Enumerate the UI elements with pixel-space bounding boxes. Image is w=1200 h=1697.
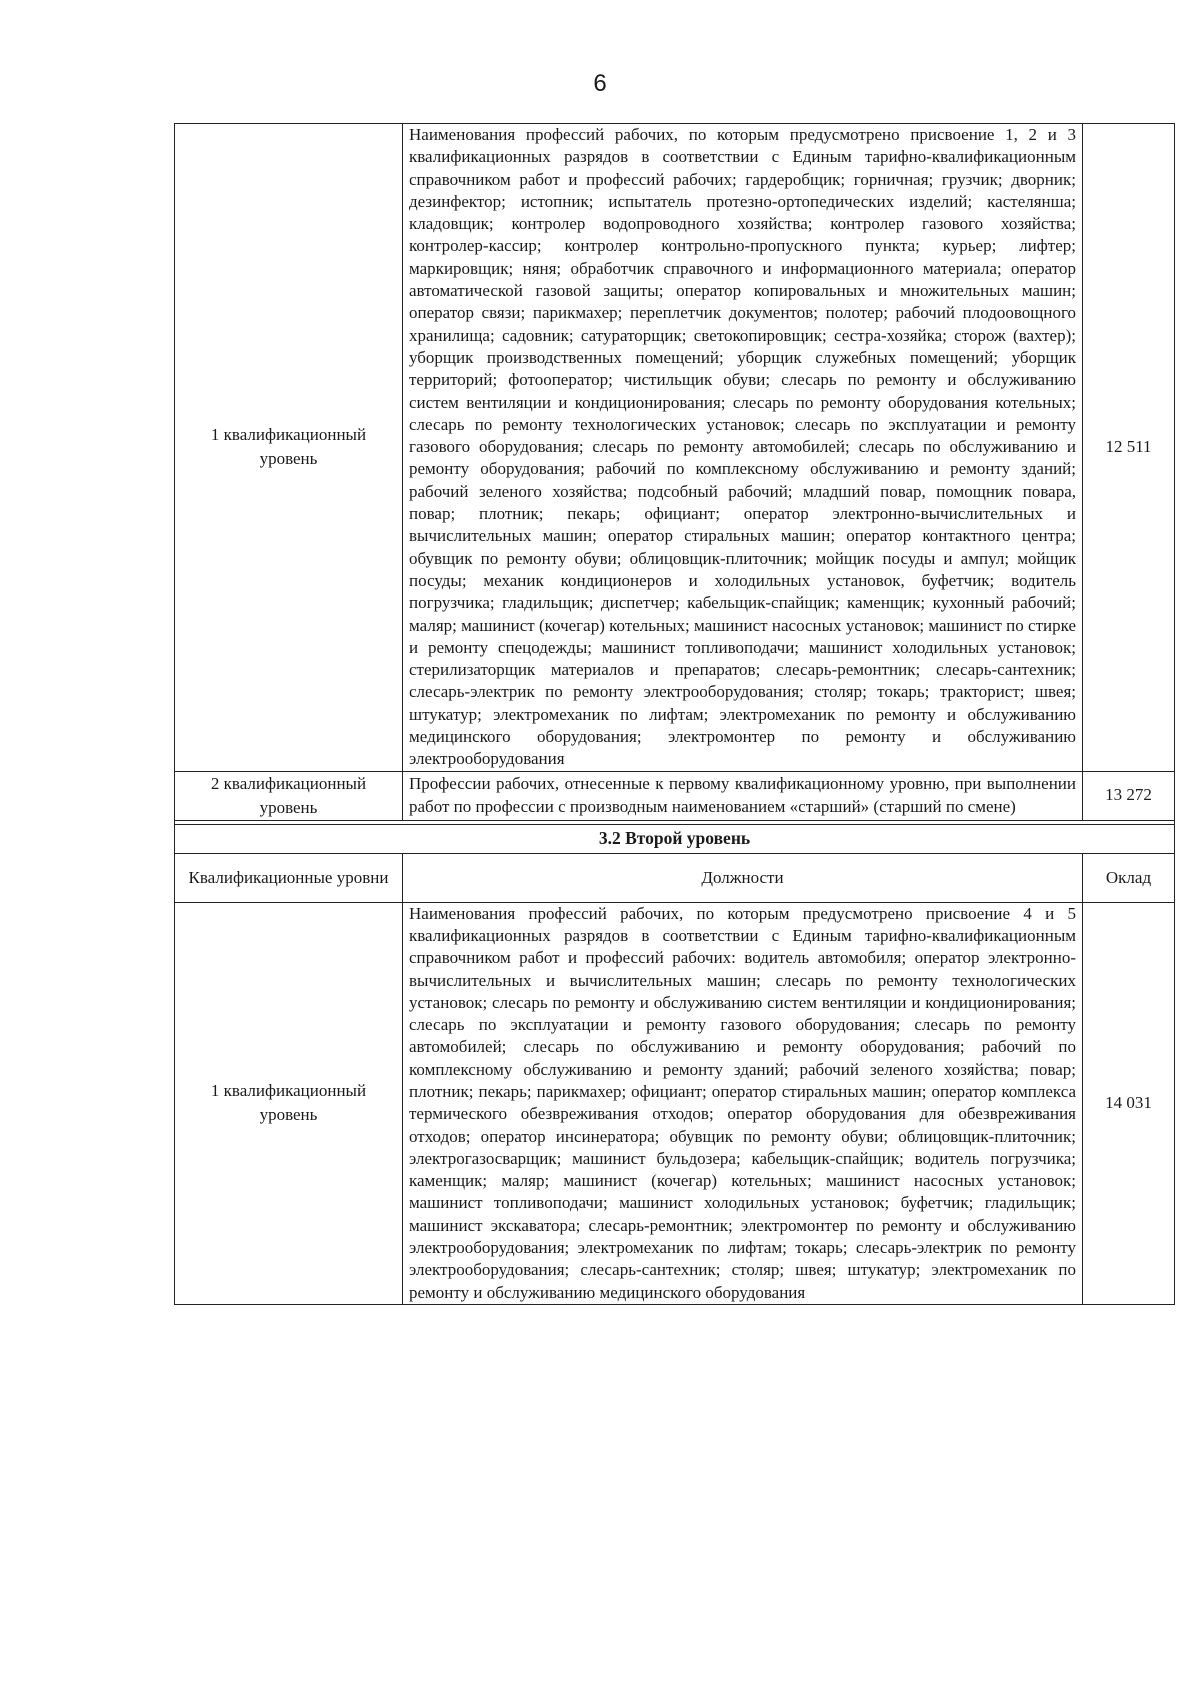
salary-cell: 12 511 [1083, 124, 1175, 772]
table-row [175, 902, 1175, 1304]
positions-cell: Наименования профессий рабочих, по которым предусмотрено присвоение 1, 2 и 3 квалификационных разрядов в соответствии с Единым тарифно-квалификационным справочником работ и профессий рабочих; гардеробщик; горничная; грузчик; дворник; дезинфектор; истопник; испытатель протезно-ортопедических изделий; кастелянша; кладовщик; контролер водопроводного хозяйства; контролер газового хозяйства; контролер-кассир; контролер контрольно-пропускного пункта; курьер; лифтер; маркировщик; няня; обработчик справочного и информационного материала; оператор автоматической газовой защиты; оператор копировальных и множительных машин; оператор связи; парикмахер; переплетчик документов; полотер; рабочий плодоовощного хранилища; садовник; сатураторщик; светокопировщик; сестра-хозяйка; сторож (вахтер); уборщик производственных помещений; уборщик служебных помещений; уборщик территорий; фотооператор; чистильщик обуви; слесарь по ремонту и обслуживанию систем вентиляции и кондиционирования; слесарь по ремонту оборудования котельных; слесарь по ремонту технологических установок; слесарь по эксплуатации и ремонту газового оборудования; слесарь по ремонту автомобилей; слесарь по обслуживанию и ремонту оборудования; рабочий по комплексному обслуживанию и ремонту зданий; рабочий зеленого хозяйства; подсобный рабочий; младший повар, помощник повара, повар; плотник; пекарь; официант; оператор электронно-вычислительных и вычислительных машин; оператор стиральных машин; оператор контактного центра; обувщик по ремонту обуви; облицовщик-плиточник; мойщик посуды и ампул; мойщик посуды; механик кондиционеров и холодильных установок, буфетчик; водитель погрузчика; гладильщик; диспетчер; кабельщик-спайщик; каменщик; кухонный рабочий; маляр; машинист (кочегар) котельных; машинист насосных установок; машинист по стирке и ремонту спецодежды; машинист топливоподачи; машинист холодильных установок; стерилизаторщик материалов и препаратов; слесарь-ремонтник; слесарь-сантехник; слесарь-электрик по ремонту электрооборудования; столяр; токарь; тракторист; швея; штукатур; электромеханик по лифтам; электромеханик по ремонту и обслуживанию медицинского оборудования; электромонтер по ремонту и обслуживанию электрооборудования [403, 124, 1083, 772]
salary-table [174, 123, 1175, 1305]
page-number: 6 [593, 70, 607, 97]
header-positions: Должности [403, 853, 1083, 902]
level-cell: 2 квалификационный уровень [175, 771, 403, 820]
section-title-row [175, 824, 1175, 853]
level-cell: 1 квалификационный уровень [175, 902, 403, 1304]
section-title: 3.2 Второй уровень [175, 824, 1175, 853]
table-row [175, 124, 1175, 772]
level-cell: 1 квалификационный уровень [175, 124, 403, 772]
header-salary: Оклад [1083, 853, 1175, 902]
header-row [175, 853, 1175, 902]
salary-cell: 14 031 [1083, 902, 1175, 1304]
salary-cell: 13 272 [1083, 771, 1175, 820]
table-row [175, 771, 1175, 820]
header-level: Квалификационные уровни [175, 853, 403, 902]
positions-cell: Профессии рабочих, отнесенные к первому квалификационному уровню, при выполнении работ по профессии с производным наименованием «старший» (старший по смене) [403, 771, 1083, 820]
positions-cell: Наименования профессий рабочих, по которым предусмотрено присвоение 4 и 5 квалификационных разрядов в соответствии с Единым тарифно-квалификационным справочником работ и профессий рабочих: водитель автомобиля; оператор электронно-вычислительных и вычислительных машин; слесарь по ремонту технологических установок; слесарь по ремонту и обслуживанию систем вентиляции и кондиционирования; слесарь по эксплуатации и ремонту газового оборудования; слесарь по ремонту автомобилей; слесарь по обслуживанию и ремонту оборудования; рабочий по комплексному обслуживанию и ремонту зданий; рабочий зеленого хозяйства; повар; плотник; пекарь; парикмахер; официант; оператор стиральных машин; оператор комплекса термического обезвреживания отходов; оператор оборудования для обезвреживания отходов; оператор инсинератора; обувщик по ремонту обуви; облицовщик-плиточник; электрогазосварщик; машинист бульдозера; кабельщик-спайщик; водитель погрузчика; каменщик; маляр; машинист (кочегар) котельных; машинист насосных установок; машинист топливоподачи; машинист холодильных установок; буфетчик; гладильщик; машинист экскаватора; слесарь-ремонтник; электромонтер по ремонту и обслуживанию электрооборудования; электромеханик по лифтам; токарь; слесарь-электрик по ремонту электрооборудования; слесарь-сантехник; столяр; швея; штукатур; электромеханик по ремонту и обслуживанию медицинского оборудования [403, 902, 1083, 1304]
